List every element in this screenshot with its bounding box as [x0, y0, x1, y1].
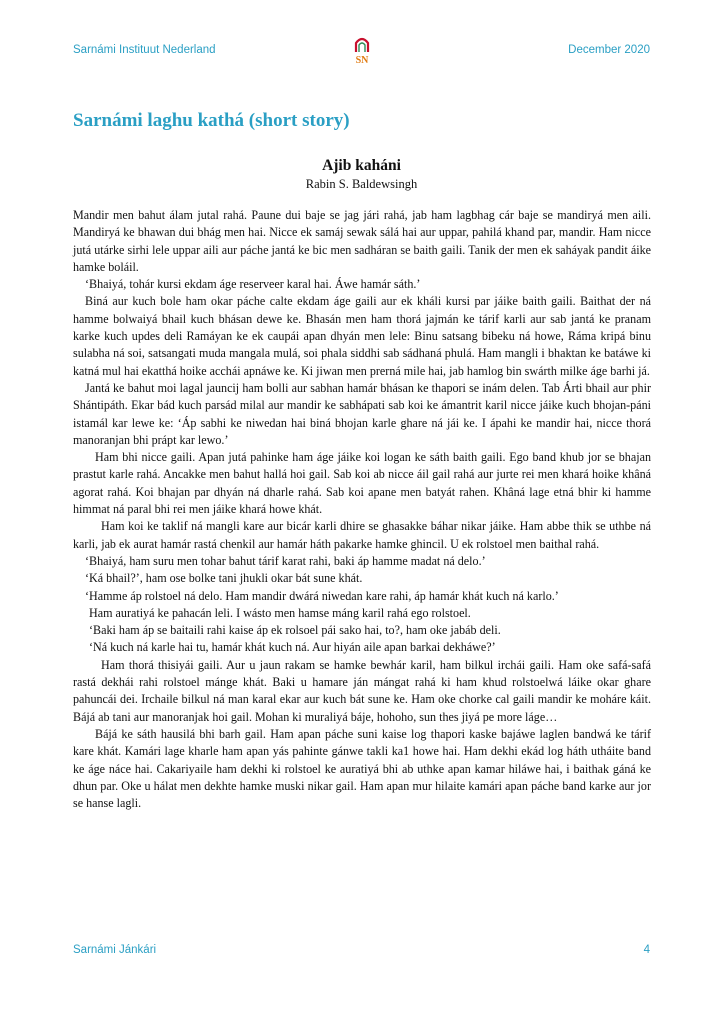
section-title: Sarnámi laghu kathá (short story)	[73, 110, 350, 131]
story-paragraph: Bájá ke sáth hausilá bhi barh gail. Ham apan páche suni kaise log thapori kaske bajáwe laglen bandwá ke tárif kare khát. Kamári lage kharle ham apan yás pahinte gánwe takli ka1 howe hai. Ham dekhi ekád log háth utháite band ke áge náce hai. Cakariyaile ham dekhi ki rolstoel ke auratiyá bhi ab uthke apan kamar hiláwe hai, i baithak gáná ke dhun par. Oke u hálat men dekhte hamke muski nikar gail. Ham apan mur hilaite kamári apan páche band karke aur jor se hanse lagli.	[73, 726, 651, 811]
story-paragraph: ‘Hamme áp rolstoel ná delo. Ham mandir dwárá niwedan kare rahi, áp hamár khát kuch ná karlo.’	[85, 588, 559, 603]
story-title: Ajib kaháni	[322, 157, 401, 174]
story-paragraph: Ham bhi nicce gaili. Apan jutá pahinke ham áge jáike koi logan ke sáth baith gaili. Ego band khub jor se bhajan prastut karle rahá. Ancakke men bahut hallá hoi gail. Sab koi ab nicce áil gail rahá aur jurte rei men khará hoike khâná agorat rahá. Koi bhajan par dhyán ná dharle rahá. Sab koi apane men batyát rahen. Khâná lage etná bhir ki hamme himmat ná paral bhi rei men jáike khará howe khát.	[73, 450, 651, 517]
story-paragraph: Biná aur kuch bole ham okar páche calte ekdam áge gaili aur ek kháli kursi par jáike baith gaili. Baithat der ná hamme bolwaiyá bhail kuch bhásan dewe ke. Bhasán men ham thorá jajmán ke tárif karli aur sab jantá ke pranam karke kuch updes deli Ramáyan ke ek caupái apan dhyán men lele: Binu satsang bibeku ná howe, Ráma kripá binu sulabha ná soi, satsangati muda mangala mulá, soi phala siddhi sab sádhaná phulá. Ham mangli i bhaktan ke batáwe ki katná mul hai ekatthá hoike acchái apnáwe ke. Ki jiwan men prerná mile hai, jab hamlog bin swárth milke áge barhi já.	[73, 294, 651, 378]
story-paragraph: Ham koi ke taklif ná mangli kare aur bicár karli dhire se ghasakke báhar nikar jáike. Ham abbe thik se uthbe ná karli, jab ek aurat hamár rastá chenkil aur hamár háth pakarke hamke ghincil. U ek rolstoel men baithal rahá.	[73, 519, 651, 551]
story-paragraph: Ham auratiyá ke pahacán leli. I wásto men hamse máng karil rahá ego rolstoel.	[89, 605, 471, 620]
story-paragraph: ‘Ká bhail?’, ham ose bolke tani jhukli okar bát sune khát.	[85, 571, 363, 586]
sarnami-logo	[351, 36, 373, 66]
story-author: Rabin S. Baldewsingh	[305, 177, 418, 191]
page-number: 4	[643, 944, 650, 956]
story-paragraph: ‘Baki ham áp se baitaili rahi kaise áp ek rolsoel pái sako hai, to?, ham oke jabáb deli.	[89, 623, 501, 638]
story-paragraph: Mandir men bahut álam jutal rahá. Paune dui baje se jag jári rahá, jab ham lagbhag cár baje se mandiryá men aili. Mandiryá ke bhawan dui bhág men hai. Nicce ek samáj sewak sálá hai aur uppar, pahilá khand par, mandir. Ham nicce jutá utárke sirhi lele uppar aili aur páche jantá ke bic men sadháran se baith gaili. Tanik der men ek saháyak pandit áike hamke boláil.	[73, 208, 651, 274]
header-institute: Sarnámi Instituut Nederland	[73, 44, 216, 56]
story-paragraph: ‘Ná kuch ná karle hai tu, hamár khát kuch ná. Aur hiyán aile apan barkai dekháwe?’	[89, 640, 496, 655]
story-body	[73, 207, 651, 812]
story-paragraph: Ham thorá thisiyái gaili. Aur u jaun rakam se hamke bewhár karil, ham bilkul irchái gaili. Ham oke safá-safá rastá dekhái rahi rolstoel mánge khát. Baki u hamare ján mángat rahá ki ham khud rolstoelwá láike okar ghare pahuncái dei. Irchaile bilkul ná man karal ekar aur kuch bát sune ke. Ham oke chorke cal gaili mandir ke moháre káit. Bájá ab tani aur manoranjak hoi gail. Mohan ki muraliyá báje, hohoho, sun thes jiyá pe more láge…	[73, 657, 651, 724]
story-paragraph: Jantá ke bahut moi lagal jauncij ham bolli aur sabhan hamár bhásan ke thapori se inám delen. Tab Árti bhail aur phir Shántipáth. Ekar bád kuch parsád milal aur mandir ke sabhápati sab koi ke ámantrit karil nicce jáike kuch bhojan-páni istamál kar lewe ke: ‘Áp sabhi ke niwedan hai biná bhojan karle ghare ná jái ke. I ápahi ke mandir hai, nicce thorá manoranjan bhi prápt kar lewo.’	[73, 380, 651, 447]
story-paragraph: ‘Bhaiyá, tohár kursi ekdam áge reserveer karal hai. Áwe hamár sáth.’	[85, 277, 421, 292]
logo-text: SN	[355, 55, 369, 66]
header-date: December 2020	[568, 44, 650, 56]
story-paragraph: ‘Bhaiyá, ham suru men tohar bahut tárif karat rahi, baki áp hamme madat ná delo.’	[85, 553, 486, 568]
footer-publication: Sarnámi Jánkári	[73, 944, 157, 956]
